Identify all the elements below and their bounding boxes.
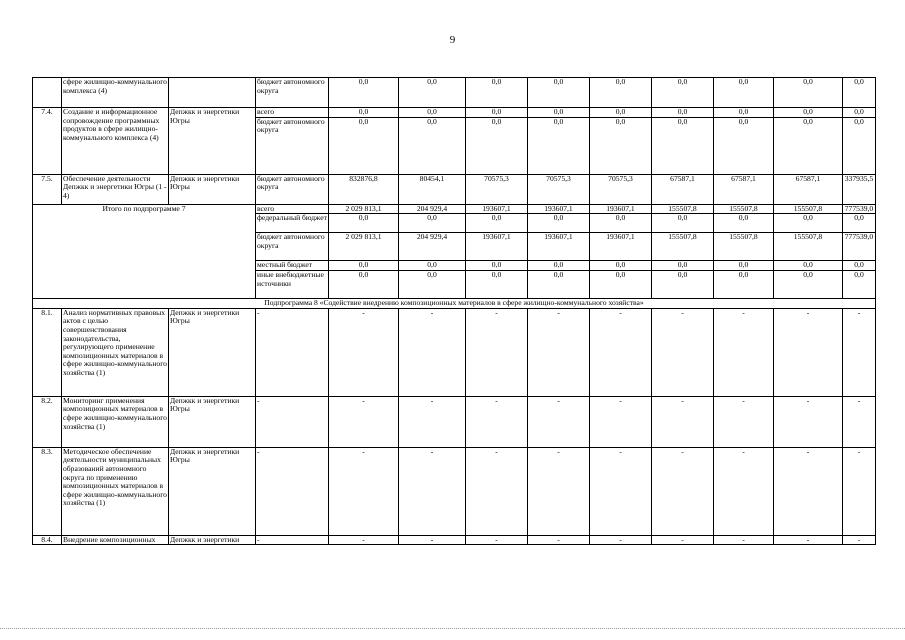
row-number: 8.3. <box>33 447 62 535</box>
value-cell: - <box>590 535 652 545</box>
value-cell: 0,0 <box>652 108 714 118</box>
value-cell: 0,0 <box>843 108 876 118</box>
value-cell: 0,0 <box>714 271 774 299</box>
value-cell: 0,0 <box>466 271 528 299</box>
value-cell: 70575,3 <box>590 174 652 204</box>
executor: Депжкк и энергетики <box>169 535 256 545</box>
value-cell: 0,0 <box>399 78 466 108</box>
table-row <box>33 299 876 309</box>
value-cell: 0,0 <box>329 117 399 174</box>
row-number: 7.5. <box>33 174 62 204</box>
value-cell: - <box>399 535 466 545</box>
value-cell: - <box>843 447 876 535</box>
value-cell: 0,0 <box>528 214 590 233</box>
funding-source: бюджет автономного округа <box>256 117 329 174</box>
value-cell: 0,0 <box>466 261 528 271</box>
value-cell: 0,0 <box>590 78 652 108</box>
value-cell: 0,0 <box>843 271 876 299</box>
value-cell: 155507,8 <box>774 233 843 261</box>
value-cell: - <box>652 308 714 396</box>
executor <box>169 78 256 108</box>
table-row <box>33 108 876 118</box>
value-cell: 0,0 <box>774 108 843 118</box>
value-cell: - <box>399 308 466 396</box>
measure-name: Создание и информационное сопровождение программных продуктов в сфере жилищно-коммунального комплекса (4) <box>62 108 169 175</box>
value-cell: 0,0 <box>714 261 774 271</box>
value-cell: 70575,3 <box>528 174 590 204</box>
value-cell: 0,0 <box>774 214 843 233</box>
value-cell: 0,0 <box>714 117 774 174</box>
value-cell: 0,0 <box>652 271 714 299</box>
value-cell: 0,0 <box>590 271 652 299</box>
value-cell: - <box>714 396 774 447</box>
value-cell: - <box>329 535 399 545</box>
value-cell: 0,0 <box>774 78 843 108</box>
value-cell: 0,0 <box>399 261 466 271</box>
value-cell: 193607,1 <box>590 204 652 214</box>
value-cell: 0,0 <box>652 214 714 233</box>
funding-source: - <box>256 308 329 396</box>
value-cell: 0,0 <box>399 117 466 174</box>
value-cell: 155507,8 <box>652 204 714 214</box>
value-cell: 0,0 <box>528 108 590 118</box>
measure-name: сфере жилищно-коммунального комплекса (4) <box>62 78 169 108</box>
value-cell: 0,0 <box>714 108 774 118</box>
value-cell: 0,0 <box>329 108 399 118</box>
value-cell: - <box>652 447 714 535</box>
value-cell: 0,0 <box>528 271 590 299</box>
value-cell: 155507,8 <box>774 204 843 214</box>
funding-source: местный бюджет <box>256 261 329 271</box>
value-cell: 0,0 <box>329 78 399 108</box>
measure-name: Методическое обеспечение деятельности муниципальных образований автономного округа по применению композиционных материалов в сфере жилищно-коммунального хозяйства (1) <box>62 447 169 535</box>
value-cell: 0,0 <box>843 117 876 174</box>
budget-table <box>32 77 876 545</box>
measure-name: Мониторинг применения композиционных материалов в сфере жилищно-коммунального хозяйства (1) <box>62 396 169 447</box>
measure-name: Обеспечение деятельности Депжкк и энергетики Югры (1 - 4) <box>62 174 169 204</box>
value-cell: - <box>466 308 528 396</box>
value-cell: 777539,0 <box>843 204 876 214</box>
funding-source: федеральный бюджет <box>256 214 329 233</box>
executor: Депжкк и энергетики Югры <box>169 108 256 175</box>
row-number: 8.2. <box>33 396 62 447</box>
value-cell: 2 029 813,1 <box>329 233 399 261</box>
value-cell: 0,0 <box>399 108 466 118</box>
measure-name: Внедрение композиционных <box>62 535 169 545</box>
table-row <box>33 308 876 396</box>
value-cell: - <box>774 535 843 545</box>
value-cell: 193607,1 <box>466 204 528 214</box>
funding-source: - <box>256 396 329 447</box>
value-cell: 0,0 <box>528 117 590 174</box>
funding-source: иные внебюджетные источники <box>256 271 329 299</box>
value-cell: 0,0 <box>843 214 876 233</box>
row-number: 8.1. <box>33 308 62 396</box>
value-cell: - <box>590 308 652 396</box>
value-cell: 0,0 <box>774 261 843 271</box>
value-cell: 0,0 <box>590 214 652 233</box>
value-cell: 67587,1 <box>714 174 774 204</box>
value-cell: 204 929,4 <box>399 204 466 214</box>
value-cell: 67587,1 <box>652 174 714 204</box>
value-cell: - <box>528 535 590 545</box>
value-cell: 193607,1 <box>590 233 652 261</box>
executor: Депжкк и энергетики Югры <box>169 308 256 396</box>
value-cell: 0,0 <box>652 78 714 108</box>
value-cell: 70575,3 <box>466 174 528 204</box>
executor: Депжкк и энергетики Югры <box>169 396 256 447</box>
funding-source: всего <box>256 204 329 214</box>
row-number: 7.4. <box>33 108 62 175</box>
value-cell: 155507,8 <box>714 204 774 214</box>
value-cell: - <box>714 308 774 396</box>
value-cell: 0,0 <box>590 261 652 271</box>
table-row <box>33 78 876 108</box>
value-cell: 0,0 <box>590 108 652 118</box>
row-number <box>33 78 62 108</box>
value-cell: - <box>714 535 774 545</box>
value-cell: 0,0 <box>843 78 876 108</box>
funding-source: всего <box>256 108 329 118</box>
funding-source: бюджет автономного округа <box>256 233 329 261</box>
value-cell: - <box>528 447 590 535</box>
table-row <box>33 204 876 214</box>
value-cell: 0,0 <box>774 117 843 174</box>
funding-source: - <box>256 535 329 545</box>
value-cell: - <box>774 308 843 396</box>
value-cell: 0,0 <box>714 214 774 233</box>
value-cell: 0,0 <box>714 78 774 108</box>
funding-source: - <box>256 447 329 535</box>
value-cell: - <box>399 447 466 535</box>
value-cell: - <box>528 396 590 447</box>
value-cell: 204 929,4 <box>399 233 466 261</box>
value-cell: - <box>590 447 652 535</box>
value-cell: - <box>399 396 466 447</box>
value-cell: 0,0 <box>528 78 590 108</box>
value-cell: 193607,1 <box>528 204 590 214</box>
value-cell: - <box>714 447 774 535</box>
value-cell: - <box>774 396 843 447</box>
value-cell: - <box>528 308 590 396</box>
value-cell: 80454,1 <box>399 174 466 204</box>
value-cell: - <box>843 535 876 545</box>
value-cell: 0,0 <box>329 214 399 233</box>
value-cell: 0,0 <box>528 261 590 271</box>
value-cell: - <box>590 396 652 447</box>
value-cell: 832876,8 <box>329 174 399 204</box>
table-row <box>33 174 876 204</box>
funding-source: бюджет автономного округа <box>256 174 329 204</box>
value-cell: 0,0 <box>590 117 652 174</box>
value-cell: 67587,1 <box>774 174 843 204</box>
subprogram-header: Подпрограмма 8 «Содействие внедрению композиционных материалов в сфере жилищно-коммунального хозяйства» <box>33 299 876 309</box>
table-row <box>33 535 876 545</box>
value-cell: - <box>329 447 399 535</box>
value-cell: 0,0 <box>466 108 528 118</box>
value-cell: 0,0 <box>652 261 714 271</box>
value-cell: - <box>329 396 399 447</box>
value-cell: 0,0 <box>843 261 876 271</box>
executor: Депжкк и энергетики Югры <box>169 174 256 204</box>
value-cell: - <box>843 396 876 447</box>
value-cell: - <box>843 308 876 396</box>
value-cell: 155507,8 <box>652 233 714 261</box>
value-cell: - <box>652 396 714 447</box>
row-number: 8.4. <box>33 535 62 545</box>
value-cell: - <box>329 308 399 396</box>
table-row <box>33 396 876 447</box>
value-cell: - <box>466 447 528 535</box>
value-cell: 0,0 <box>329 261 399 271</box>
value-cell: - <box>466 396 528 447</box>
subtotal-label: Итого по подпрограмме 7 <box>33 204 256 299</box>
executor: Депжкк и энергетики Югры <box>169 447 256 535</box>
value-cell: 0,0 <box>466 78 528 108</box>
value-cell: 2 029 813,1 <box>329 204 399 214</box>
value-cell: 155507,8 <box>714 233 774 261</box>
value-cell: - <box>466 535 528 545</box>
funding-source: бюджет автономного округа <box>256 78 329 108</box>
value-cell: 0,0 <box>399 271 466 299</box>
value-cell: 337935,5 <box>843 174 876 204</box>
value-cell: - <box>774 447 843 535</box>
value-cell: 0,0 <box>329 271 399 299</box>
scan-edge <box>0 628 905 629</box>
value-cell: - <box>652 535 714 545</box>
value-cell: 777539,0 <box>843 233 876 261</box>
value-cell: 0,0 <box>466 117 528 174</box>
measure-name: Анализ нормативных правовых актов с целью совершенствования законодательства, регулирующего применение композиционных материалов в сфере жилищно-коммунального хозяйства (1) <box>62 308 169 396</box>
value-cell: 0,0 <box>774 271 843 299</box>
value-cell: 0,0 <box>466 214 528 233</box>
page-number: 9 <box>449 34 456 46</box>
value-cell: 0,0 <box>399 214 466 233</box>
table-row <box>33 447 876 535</box>
value-cell: 0,0 <box>652 117 714 174</box>
value-cell: 193607,1 <box>528 233 590 261</box>
value-cell: 193607,1 <box>466 233 528 261</box>
